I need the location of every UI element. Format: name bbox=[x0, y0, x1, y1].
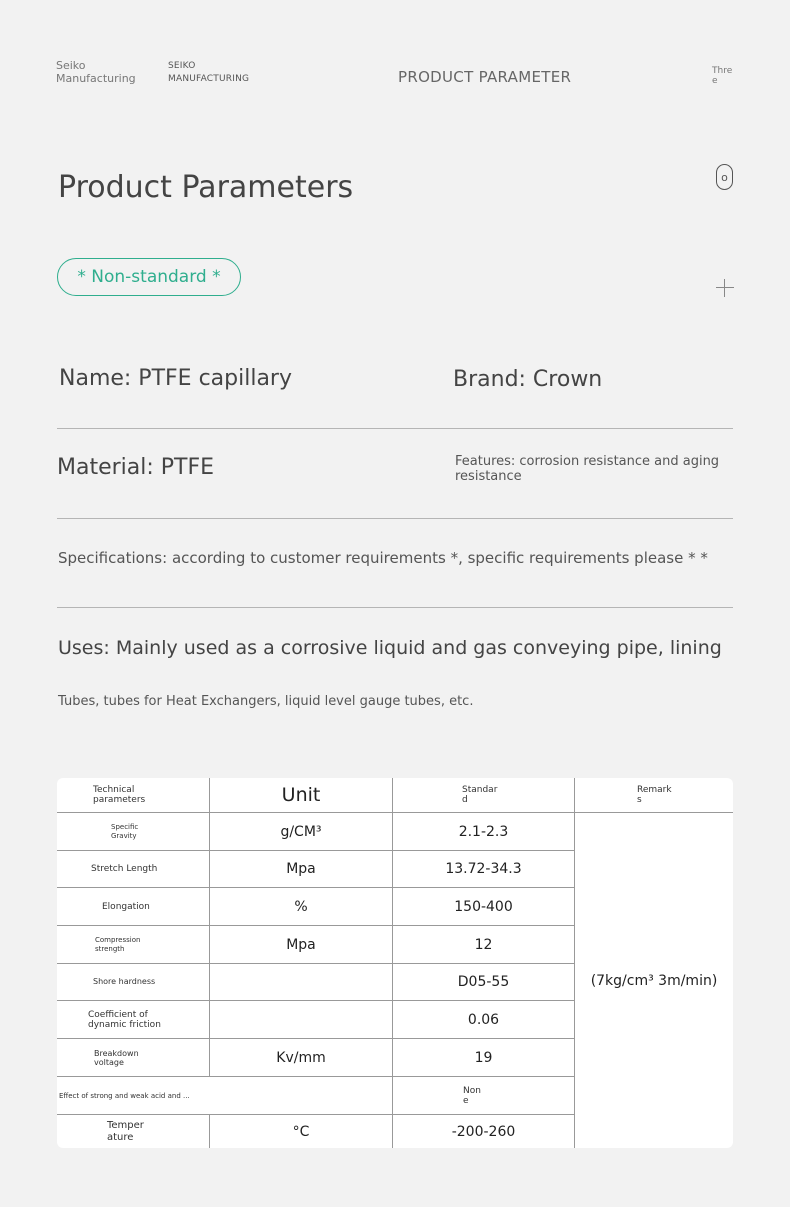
brand-block bbox=[56, 59, 136, 85]
table-row-unit: % bbox=[294, 898, 308, 915]
caps-line1: SEIKO bbox=[168, 61, 196, 71]
table-row-unit: Mpa bbox=[286, 861, 316, 877]
param-line2: strength bbox=[95, 944, 125, 953]
header-param-line1: Technical bbox=[93, 785, 135, 795]
table-row-unit bbox=[218, 1077, 392, 1114]
header-remarks bbox=[637, 778, 727, 812]
header-standard-line1: Standar bbox=[462, 785, 498, 795]
product-name: Name: PTFE capillary bbox=[59, 366, 292, 391]
table-row-unit: °C bbox=[292, 1123, 310, 1140]
header-param bbox=[93, 778, 203, 812]
brand-caps-block bbox=[168, 60, 249, 86]
table-row-unit bbox=[210, 964, 392, 1000]
header-param-line2: parameters bbox=[93, 795, 146, 805]
product-material: Material: PTFE bbox=[57, 455, 215, 480]
product-features: Features: corrosion resistance and aging resistance bbox=[455, 454, 720, 484]
param-line1: Specific bbox=[111, 822, 139, 831]
table-row-param: Stretch Length bbox=[91, 864, 158, 874]
param-line2: ature bbox=[107, 1131, 134, 1143]
right-line1: Thre bbox=[712, 66, 733, 76]
table-row-standard: 0.06 bbox=[467, 1011, 500, 1028]
table-row-param bbox=[95, 926, 205, 963]
header-remark-line1: Remark bbox=[637, 785, 672, 795]
param-line1: Compression bbox=[95, 935, 141, 944]
table-row-standard: 2.1-2.3 bbox=[458, 823, 509, 840]
param-line2: dynamic friction bbox=[88, 1019, 161, 1030]
plus-icon[interactable] bbox=[716, 279, 734, 297]
divider bbox=[57, 607, 733, 608]
table-row-standard: D05-55 bbox=[457, 974, 510, 990]
divider bbox=[57, 518, 733, 519]
product-uses-detail: Tubes, tubes for Heat Exchangers, liquid level gauge tubes, etc. bbox=[58, 694, 474, 709]
section-label: PRODUCT PARAMETER bbox=[398, 68, 572, 86]
param-line1: Temper bbox=[107, 1119, 144, 1131]
header-standard-line2: d bbox=[462, 795, 468, 805]
table-row-standard: 150-400 bbox=[454, 898, 513, 915]
table-row-standard: 12 bbox=[474, 936, 493, 953]
non-standard-tag: * Non-standard * bbox=[57, 258, 241, 296]
right-line2: e bbox=[712, 76, 718, 86]
product-specifications: Specifications: according to customer requirements *, specific requirements please * * bbox=[58, 549, 708, 567]
page-title: Product Parameters bbox=[58, 170, 354, 205]
table-row-param: Elongation bbox=[102, 901, 150, 912]
table-row-param bbox=[111, 813, 206, 850]
table-row-standard: Non e bbox=[463, 1085, 481, 1106]
header-standard bbox=[462, 778, 562, 812]
param-line2: voltage bbox=[94, 1057, 124, 1067]
table-row-param bbox=[94, 1039, 206, 1076]
table-row-param: Shore hardness bbox=[93, 977, 156, 986]
table-remark: (7kg/cm³ 3m/min) bbox=[590, 972, 718, 989]
table-row-unit bbox=[210, 1001, 392, 1038]
table-row-unit: Kv/mm bbox=[276, 1049, 326, 1066]
param-line2: Gravity bbox=[111, 831, 137, 840]
brand-line1: Seiko bbox=[56, 59, 86, 72]
table-row-standard: 19 bbox=[474, 1049, 493, 1066]
table-row-unit: Mpa bbox=[286, 936, 316, 953]
circle-icon bbox=[716, 164, 733, 190]
circle-icon-glyph: o bbox=[721, 170, 728, 184]
table-row-param: Effect of strong and weak acid and ... bbox=[59, 1091, 190, 1100]
param-line1: Coefficient of bbox=[88, 1009, 148, 1020]
parameter-table bbox=[57, 778, 733, 1148]
table-row-param bbox=[107, 1115, 206, 1148]
header-remark-line2: s bbox=[637, 795, 642, 805]
table-row-param bbox=[88, 1001, 206, 1038]
table-row-standard: 13.72-34.3 bbox=[445, 861, 522, 877]
product-brand: Brand: Crown bbox=[453, 367, 603, 392]
table-row-unit: g/CM³ bbox=[280, 823, 322, 840]
param-line1: Breakdown bbox=[94, 1048, 139, 1058]
table-row-standard: -200-260 bbox=[451, 1123, 516, 1140]
divider bbox=[57, 428, 733, 429]
caps-line2: MANUFACTURING bbox=[168, 74, 250, 84]
product-uses: Uses: Mainly used as a corrosive liquid and gas conveying pipe, lining bbox=[58, 637, 722, 659]
header-unit: Unit bbox=[281, 784, 321, 806]
header-right-label bbox=[712, 66, 734, 86]
brand-line2: Manufacturing bbox=[56, 72, 136, 85]
